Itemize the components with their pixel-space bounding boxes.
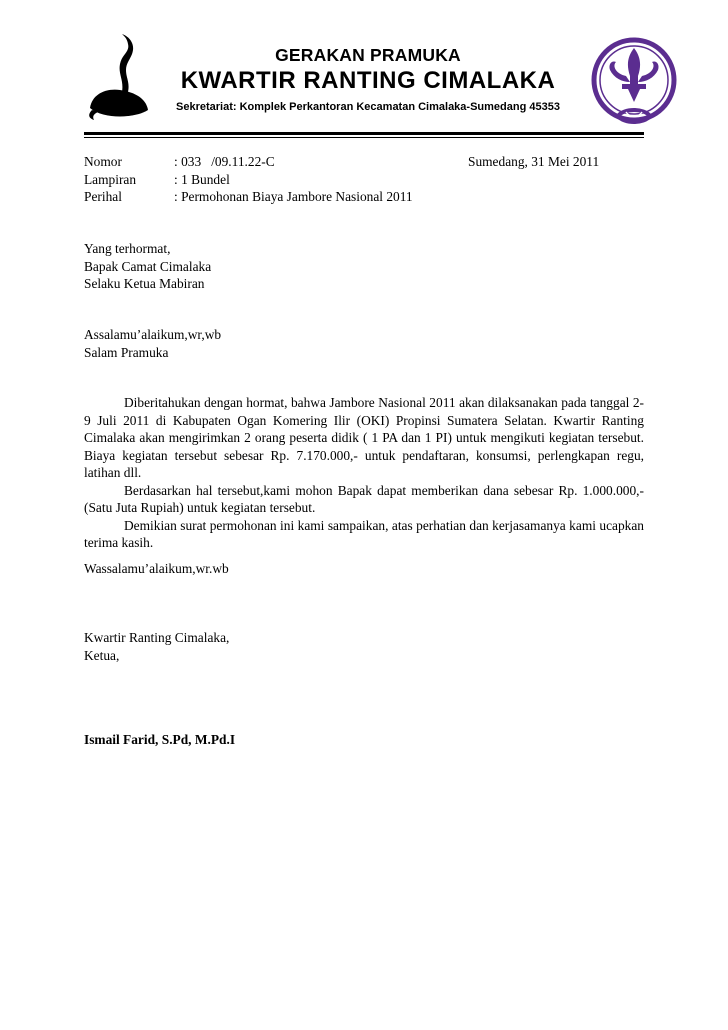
lampiran-row [84,171,644,189]
tunas-kelapa-icon [84,30,154,122]
perihal-row [84,188,644,206]
nomor-label: Nomor [84,154,122,169]
signature-position: Ketua, [84,647,120,663]
address-line: Sekretariat: Komplek Perkantoran Kecamatan Cimalaka-Sumedang 45353 [176,101,560,113]
nomor-value: : 033 /09.11.22-C [174,154,275,169]
unit-name: KWARTIR RANTING CIMALAKA [180,67,556,94]
recipient-name: Bapak Camat Cimalaka [84,258,212,274]
greeting-salam: Salam Pramuka [84,344,169,360]
org-name: GERAKAN PRAMUKA [275,45,461,65]
recipient-role: Selaku Ketua Mabiran [84,276,205,291]
letterhead-divider [84,132,644,135]
letterhead-divider-thin [84,137,644,138]
letter-date: Sumedang, 31 Mei 2011 [468,154,600,169]
recipient-block [84,240,644,293]
body-paragraph-1: Diberitahukan dengan hormat, bahwa Jambore Nasional 2011 akan dilaksanakan pada tanggal 2-9 Juli 2011 di Kabupaten Ogan Komering Ilir (OKI) Propinsi Sumatera Selatan. Kwartir Ranting Cimalaka akan mengirimkan 2 orang peserta didik ( 1 PA dan 1 PI) untuk mengikuti kegiatan tersebut. Biaya kegiatan tersebut sebesar Rp. 7.170.000,- untuk pendaftaran, konsumsi, perlengkapan regu, latihan dll. [84,395,644,480]
perihal-value: : Permohonan Biaya Jambore Nasional 2011 [174,189,413,204]
letter-meta [84,153,644,206]
signatory-name: Ismail Farid, S.Pd, M.Pd.I [84,732,236,747]
body-paragraph-2: Berdasarkan hal tersebut,kami mohon Bapak dapat memberikan dana sebesar Rp. 1.000.000,- (Satu Juta Rupiah) untuk kegiatan tersebut. [84,482,644,515]
closing-text: Wassalamu’alaikum,wr.wb [84,561,229,576]
fleur-de-lis-icon [588,36,680,128]
signature-org: Kwartir Ranting Cimalaka, [84,630,230,645]
letterhead [146,44,590,115]
perihal-label: Perihal [84,189,122,204]
lampiran-label: Lampiran [84,171,137,187]
recipient-salutation: Yang terhormat, [84,241,171,256]
greeting-block [84,326,644,361]
letter-body [84,394,644,552]
lampiran-value: : 1 Bundel [174,171,230,187]
closing-block [84,560,644,578]
signatory-block [84,731,644,749]
body-paragraph-3: Demikian surat permohonan ini kami sampaikan, atas perhatian dan kerjasamanya kami ucapkan terima kasih. [84,517,644,550]
greeting-opening: Assalamu’alaikum,wr,wb [84,327,222,342]
nomor-row [84,153,644,171]
signature-block [84,629,644,664]
